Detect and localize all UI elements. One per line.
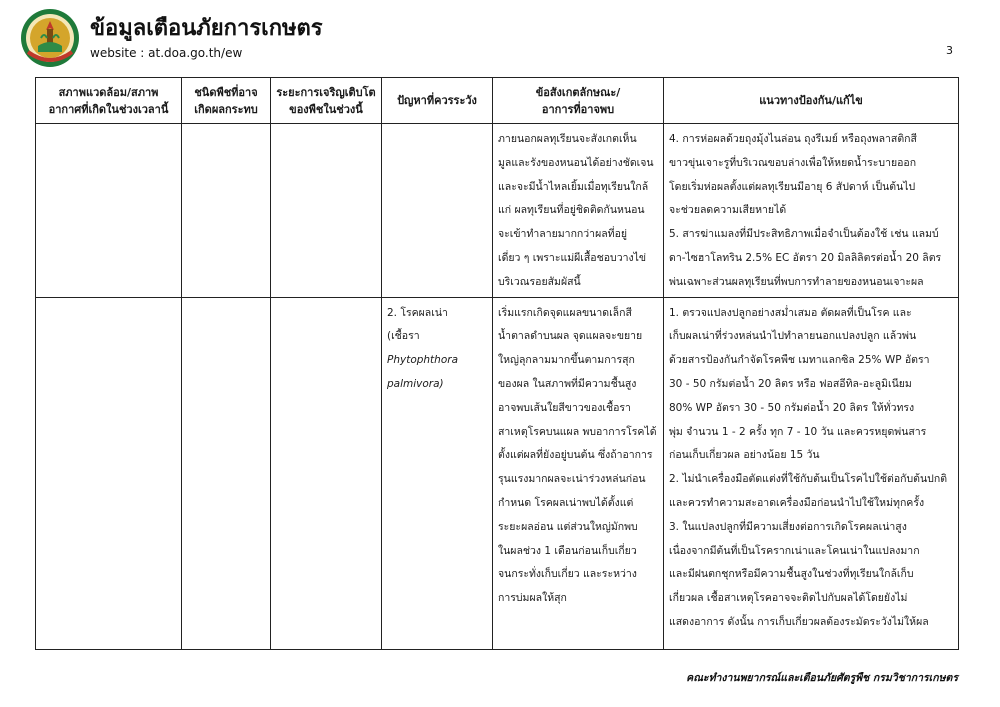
warning-table [35, 77, 959, 650]
crop-type-cell [182, 124, 271, 298]
symptoms-cell: ภายนอกผลทุเรียนจะสังเกตเห็น มูลและรังของหนอนได้อย่างชัดเจน และจะมีน้ำไหลเยิ้มเมื่อทุเรียนใกล้ แก่ ผลทุเรียนที่อยู่ชิดติดกันหนอน จะเข้าทำลายมากกว่าผลที่อยู่ เดี่ยว ๆ เพราะแม่ผีเสื้อชอบวางไข่ บริเวณรอยสัมผัสนี้ [493, 124, 664, 298]
growth-stage-cell [271, 297, 382, 649]
footer-credit: คณะทำงานพยากรณ์และเตือนภัยศัตรูพืช กรมวิชาการเกษตร [686, 672, 958, 684]
table-row [36, 297, 959, 649]
department-logo [20, 8, 80, 68]
page-title: ข้อมูลเตือนภัยการเกษตร [90, 16, 323, 41]
table-header-row [36, 78, 959, 124]
column-header-crop-type: ชนิดพืชที่อาจ เกิดผลกระทบ [182, 78, 271, 124]
environment-cell [36, 297, 182, 649]
column-header-environment: สภาพแวดล้อม/สภาพ อากาศที่เกิดในช่วงเวลานี้ [36, 78, 182, 124]
page-number: 3 [946, 44, 953, 57]
column-header-prevention: แนวทางป้องกัน/แก้ไข [664, 78, 959, 124]
table-row [36, 124, 959, 298]
prevention-cell: 1. ตรวจแปลงปลูกอย่างสม่ำเสมอ ตัดผลที่เป็นโรค และ เก็บผลเน่าที่ร่วงหล่นนำไปทำลายนอกแปลงปลูก แล้วพ่น ด้วยสารป้องกันกำจัดโรคพืช เมทาแลกซิล 25% WP อัตรา 30 - 50 กรัมต่อน้ำ 20 ลิตร หรือ ฟอสอีทิล-อะลูมิเนียม 80% WP อัตรา 30 - 50 กรัมต่อน้ำ 20 ลิตร ให้ทั่วทรง พุ่ม จำนวน 1 - 2 ครั้ง ทุก 7 - 10 วัน และควรหยุดพ่นสาร ก่อนเก็บเกี่ยวผล อย่างน้อย 15 วัน 2. ไม่นำเครื่องมือตัดแต่งที่ใช้กับต้นเป็นโรคไปใช้ต่อกับต้นปกติ และควรทำความสะอาดเครื่องมือก่อนนำไปใช้ใหม่ทุกครั้ง 3. ในแปลงปลูกที่มีความเสี่ยงต่อการเกิดโรคผลเน่าสูง เนื่องจากมีต้นที่เป็นโรครากเน่าและโคนเน่าในแปลงมาก และมีฝนตกชุกหรือมีความชื้นสูงในช่วงที่ทุเรียนใกล้เก็บ เกี่ยวผล เชื้อสาเหตุโรคอาจจะติดไปกับผลได้โดยยังไม่ แสดงอาการ ดังนั้น การเก็บเกี่ยวผลต้องระมัดระวังไม่ให้ผล [664, 297, 959, 649]
column-header-problem: ปัญหาที่ควรระวัง [382, 78, 493, 124]
problem-cell: 2. โรคผลเน่า (เชื้อรา Phytophthora palmivora) [382, 297, 493, 649]
crop-type-cell [182, 297, 271, 649]
prevention-cell: 4. การห่อผลด้วยถุงมุ้งไนล่อน ถุงรีเมย์ หรือถุงพลาสติกสี ขาวขุ่นเจาะรูที่บริเวณขอบล่างเพื่อให้หยดน้ำระบายออก โดยเริ่มห่อผลตั้งแต่ผลทุเรียนมีอายุ 6 สัปดาห์ เป็นต้นไป จะช่วยลดความเสียหายได้ 5. สารฆ่าแมลงที่มีประสิทธิภาพเมื่อจำเป็นต้องใช้ เช่น แลมบ์ ดา-ไซฮาโลทริน 2.5% EC อัตรา 20 มิลลิลิตรต่อน้ำ 20 ลิตร พ่นเฉพาะส่วนผลทุเรียนที่พบการทำลายของหนอนเจาะผล [664, 124, 959, 298]
website-text: website : at.doa.go.th/ew [90, 46, 243, 60]
problem-cell [382, 124, 493, 298]
growth-stage-cell [271, 124, 382, 298]
symptoms-cell: เริ่มแรกเกิดจุดแผลขนาดเล็กสี น้ำตาลดำบนผล จุดแผลจะขยาย ใหญ่ลุกลามมากขึ้นตามการสุก ของผล ในสภาพที่มีความชื้นสูง อาจพบเส้นใยสีขาวของเชื้อรา สาเหตุโรคบนแผล พบอาการโรคได้ ตั้งแต่ผลที่ยังอยู่บนต้น ซึ่งถ้าอาการ รุนแรงมากผลจะเน่าร่วงหล่นก่อน กำหนด โรคผลเน่าพบได้ตั้งแต่ ระยะผลอ่อน แต่ส่วนใหญ่มักพบ ในผลช่วง 1 เดือนก่อนเก็บเกี่ยว จนกระทั่งเก็บเกี่ยว และระหว่าง การบ่มผลให้สุก [493, 297, 664, 649]
column-header-symptoms: ข้อสังเกตลักษณะ/ อาการที่อาจพบ [493, 78, 664, 124]
environment-cell [36, 124, 182, 298]
column-header-growth-stage: ระยะการเจริญเติบโต ของพืชในช่วงนี้ [271, 78, 382, 124]
